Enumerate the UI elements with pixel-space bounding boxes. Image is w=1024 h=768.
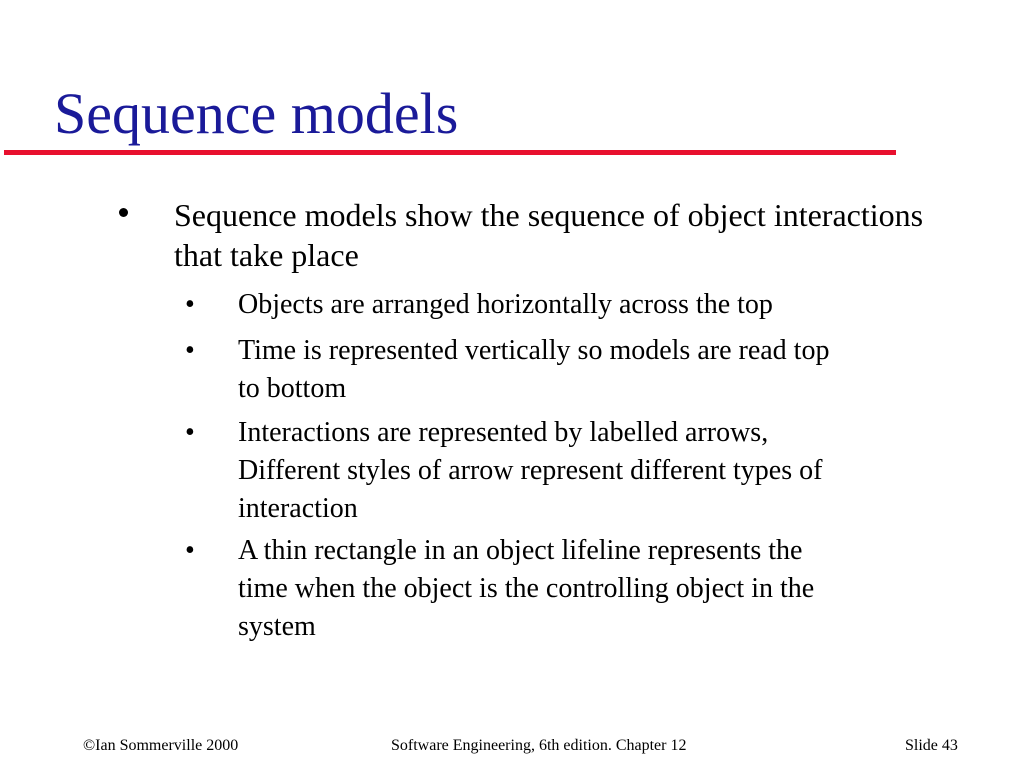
sub-bullet-text: Time is represented vertically so models are read top to bottom — [238, 335, 830, 404]
sub-bullet-text: Interactions are represented by labelled arrows, Different styles of arrow represent different types of interaction — [238, 417, 823, 524]
slide-title: Sequence models — [54, 81, 459, 146]
sub-bullet-marker: • — [185, 417, 195, 448]
bullet-dot-icon — [119, 208, 128, 217]
sub-bullet-text: A thin rectangle in an object lifeline represents the time when the object is the controlling object in the system — [238, 535, 815, 642]
footer-slide-number: Slide 43 — [905, 737, 958, 754]
footer-copyright: ©Ian Sommerville 2000 — [83, 737, 239, 754]
title-underline-rule — [4, 150, 896, 155]
sub-bullet-text: Objects are arranged horizontally across the top — [238, 289, 773, 320]
sub-bullet-marker: • — [185, 335, 195, 366]
sub-bullet-marker: • — [185, 535, 195, 566]
sub-bullet-marker: • — [185, 289, 195, 320]
footer-book-title: Software Engineering, 6th edition. Chapter 12 — [391, 737, 687, 754]
main-bullet-text: Sequence models show the sequence of object interactions that take place — [174, 197, 924, 273]
